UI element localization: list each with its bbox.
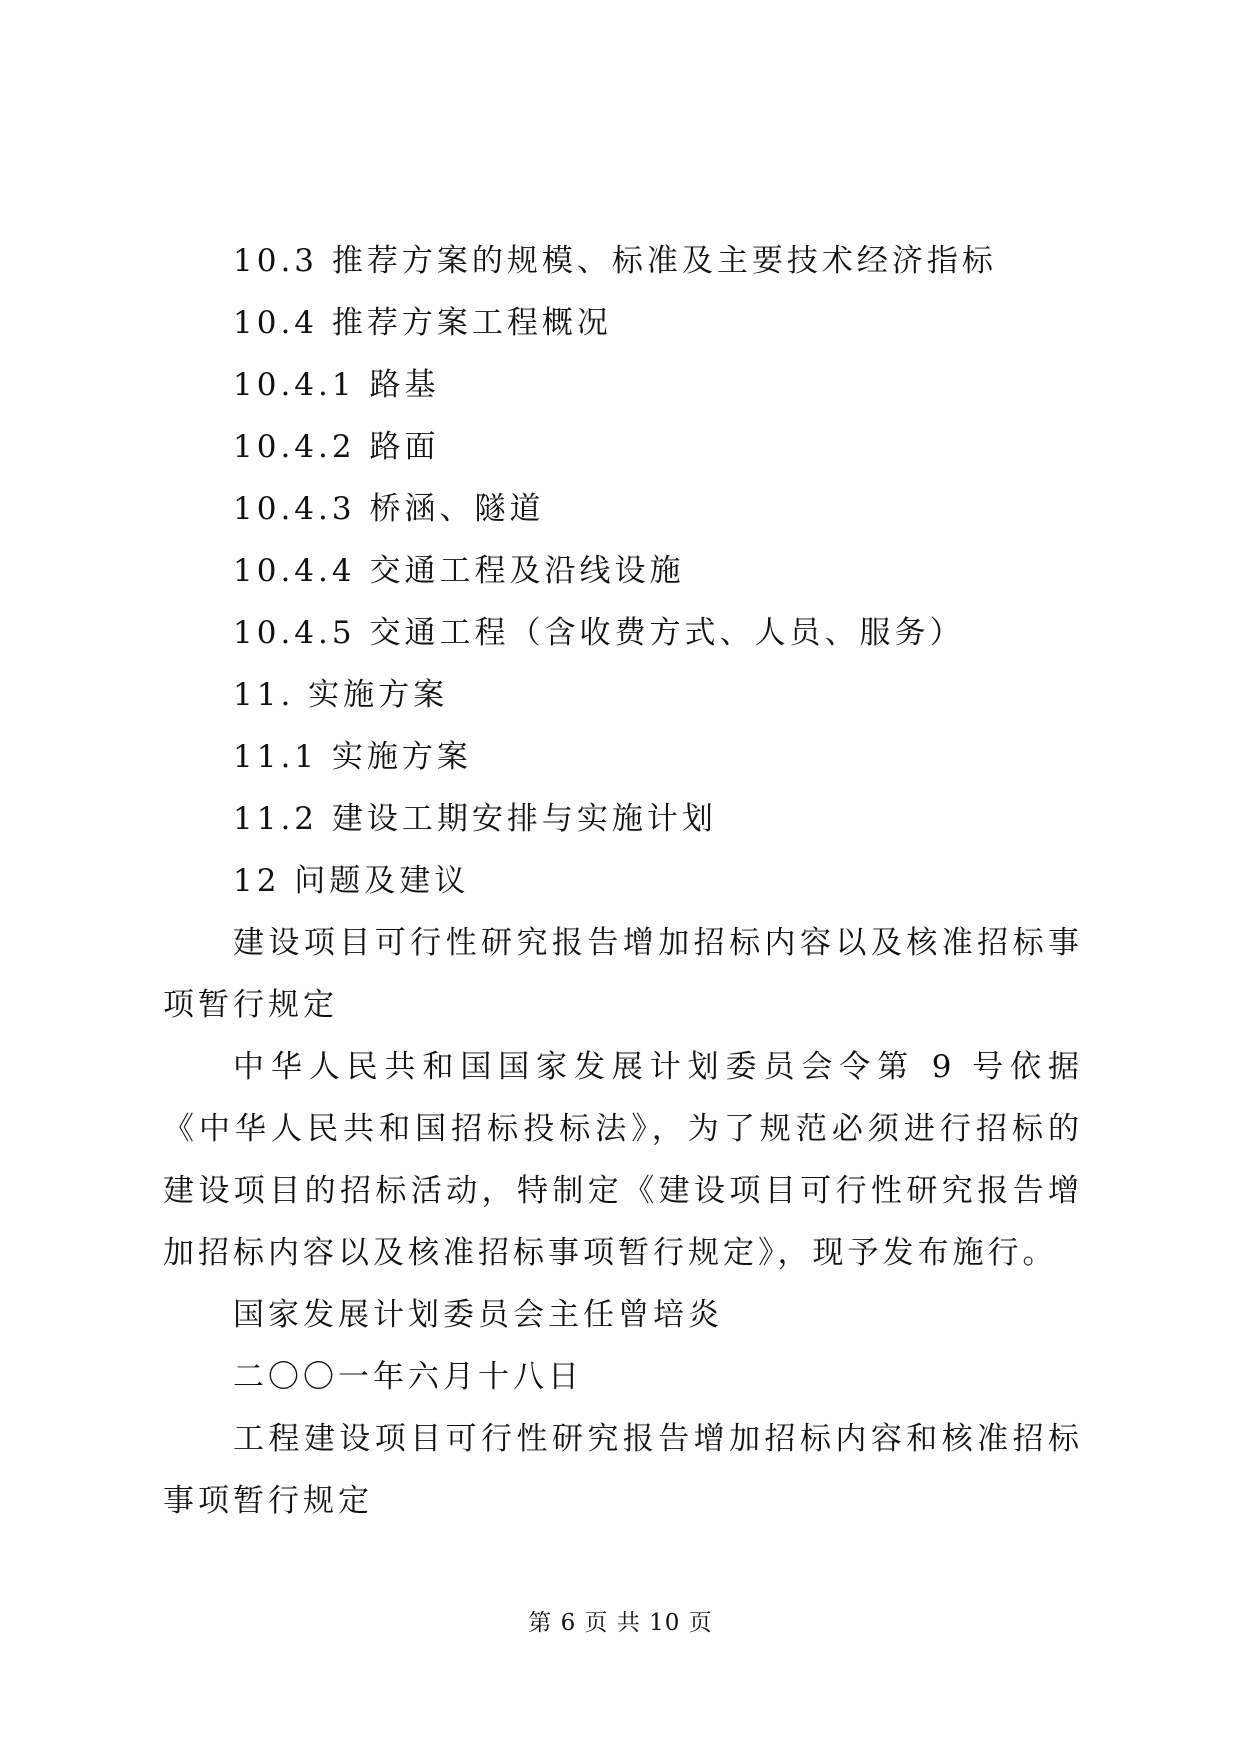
page-footer: 第 6 页 共 10 页: [528, 1610, 713, 1636]
toc-line: 10.4 推荐方案工程概况: [233, 305, 612, 341]
date-line: 二〇〇一年六月十八日: [233, 1359, 583, 1395]
toc-line: 10.4.3 桥涵、隧道: [233, 491, 545, 527]
toc-line: 11.1 实施方案: [233, 739, 472, 775]
toc-line: 10.4.4 交通工程及沿线设施: [233, 553, 685, 589]
toc-line: 10.4.2 路面: [233, 429, 440, 465]
toc-line: 11. 实施方案: [233, 677, 449, 713]
regulation-title-2: 工程建设项目可行性研究报告增加招标内容和核准招标事项暂行规定: [163, 1421, 1083, 1519]
decree-paragraph: 中华人民共和国国家发展计划委员会令第 9 号依据《中华人民共和国招标投标法》，为了规范必须进行招标的建设项目的招标活动，特制定《建设项目可行性研究报告增加招标内容以及核准招标事项暂行规定》，现予发布施行。: [163, 1049, 1083, 1271]
toc-line: 10.4.1 路基: [233, 367, 440, 403]
signatory-line: 国家发展计划委员会主任曾培炎: [233, 1297, 723, 1333]
toc-line: 12 问题及建议: [233, 863, 470, 899]
toc-line: 10.4.5 交通工程（含收费方式、人员、服务）: [233, 615, 965, 651]
toc-line: 10.3 推荐方案的规模、标准及主要技术经济指标: [233, 243, 997, 279]
document-body: [163, 230, 1083, 1532]
regulation-title: 建设项目可行性研究报告增加招标内容以及核准招标事项暂行规定: [163, 925, 1083, 1023]
toc-line: 11.2 建设工期安排与实施计划: [233, 801, 717, 837]
